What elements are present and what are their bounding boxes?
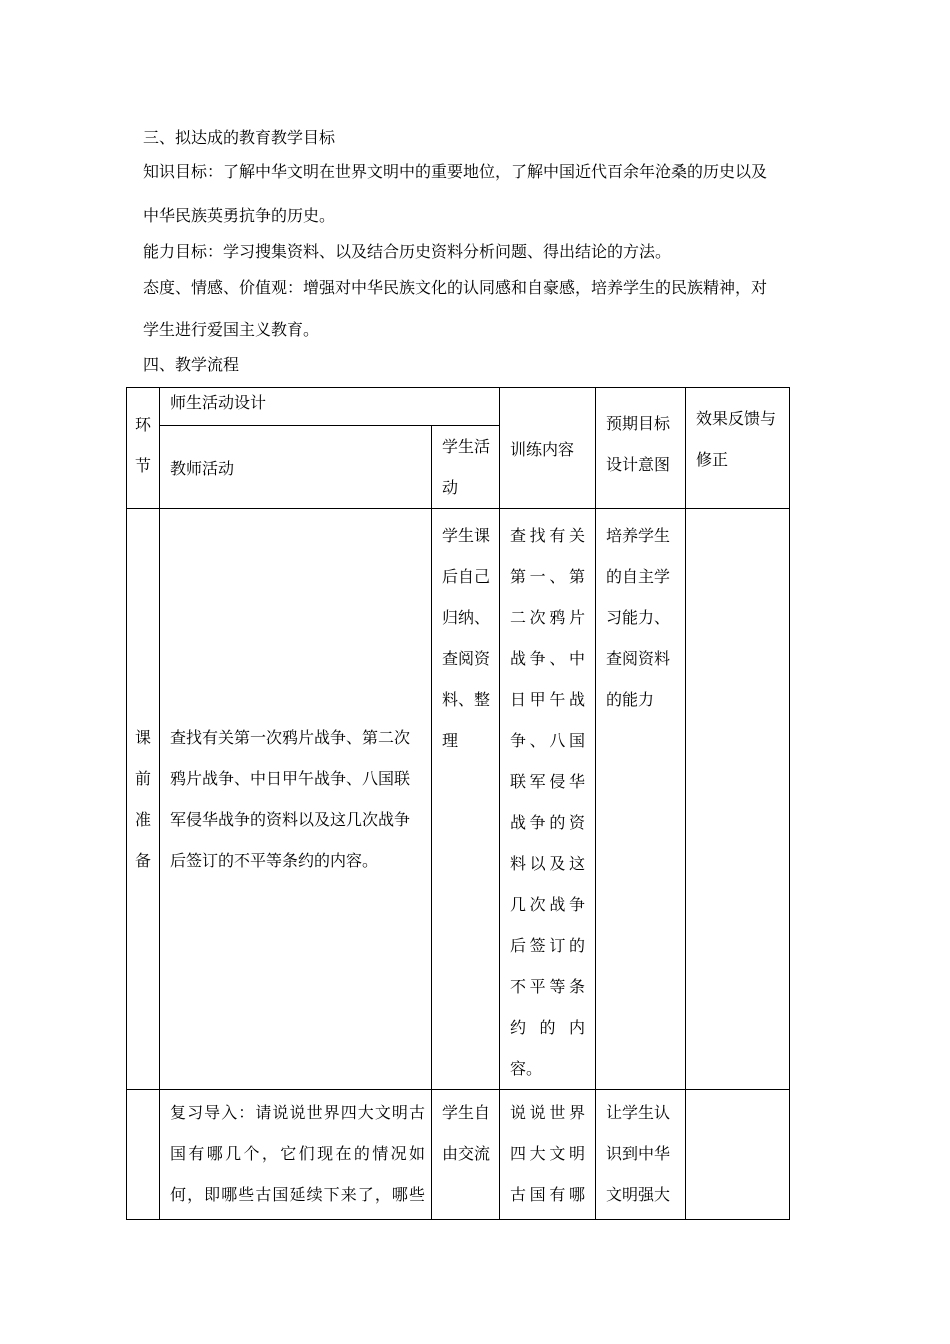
knowledge-goal-line-1: 知识目标：了解中华文明在世界文明中的重要地位，了解中国近代百余年沧桑的历史以及 [143,162,768,181]
knowledge-goal-line-2: 中华民族英勇抗争的历史。 [143,206,336,225]
table-row [127,509,790,1090]
header-stage-cell [127,388,160,509]
header-training: 训练内容 [500,388,596,509]
header-activity-design: 师生活动设计 [160,388,500,426]
stage-char: 备 [134,851,151,870]
student-activity-cell: 学生自 由交流 [432,1090,500,1220]
teacher-activity-cell: 查找有关第一次鸦片战争、第二次 鸦片战争、中日甲午战争、八国联 军侵华战争的资料以及这几次战争 后签订的不平等条约的内容。 [160,509,432,1090]
header-teacher-activity: 教师活动 [160,426,432,509]
section3-heading: 三、拟达成的教育教学目标 [143,128,336,147]
header-feedback: 效果反馈与 修正 [686,388,790,509]
training-content-cell: 说说世界 四大文明 古国有哪 [500,1090,596,1220]
training-content-cell: 查找有关 第一、第 二次鸦片 战争、中 日甲午战 争、八国 联军侵华 战争的资 料以及这 几次战争 后签订的 不平等条 约的内 容。 [500,509,596,1090]
header-stage-char: 节 [134,456,151,475]
ability-goal: 能力目标：学习搜集资料、以及结合历史资料分析问题、得出结论的方法。 [143,242,672,261]
teaching-flow-table [126,387,790,1220]
feedback-cell [686,1090,790,1220]
header-stage-char: 环 [134,415,151,434]
goal-cell: 让学生认 识到中华 文明强大 [596,1090,686,1220]
teacher-activity-cell: 复习导入：请说说世界四大文明古 国有哪几个，它们现在的情况如 何，即哪些古国延续下来了，哪些 [160,1090,432,1220]
stage-cell [127,509,160,1090]
stage-char: 准 [134,810,151,829]
student-activity-cell: 学生课 后自己 归纳、 查阅资 料、整 理 [432,509,500,1090]
attitude-goal-line-2: 学生进行爱国主义教育。 [143,320,320,339]
goal-cell: 培养学生 的自主学 习能力、 查阅资料 的能力 [596,509,686,1090]
stage-char: 课 [134,728,151,747]
header-goal: 预期目标 设计意图 [596,388,686,509]
stage-cell [127,1090,160,1220]
table-row [127,1090,790,1220]
header-student-activity: 学生活 动 [432,426,500,509]
stage-char: 前 [134,769,151,788]
feedback-cell [686,509,790,1090]
section4-heading: 四、教学流程 [143,355,240,374]
attitude-goal-line-1: 态度、情感、价值观：增强对中华民族文化的认同感和自豪感，培养学生的民族精神，对 [143,278,768,297]
